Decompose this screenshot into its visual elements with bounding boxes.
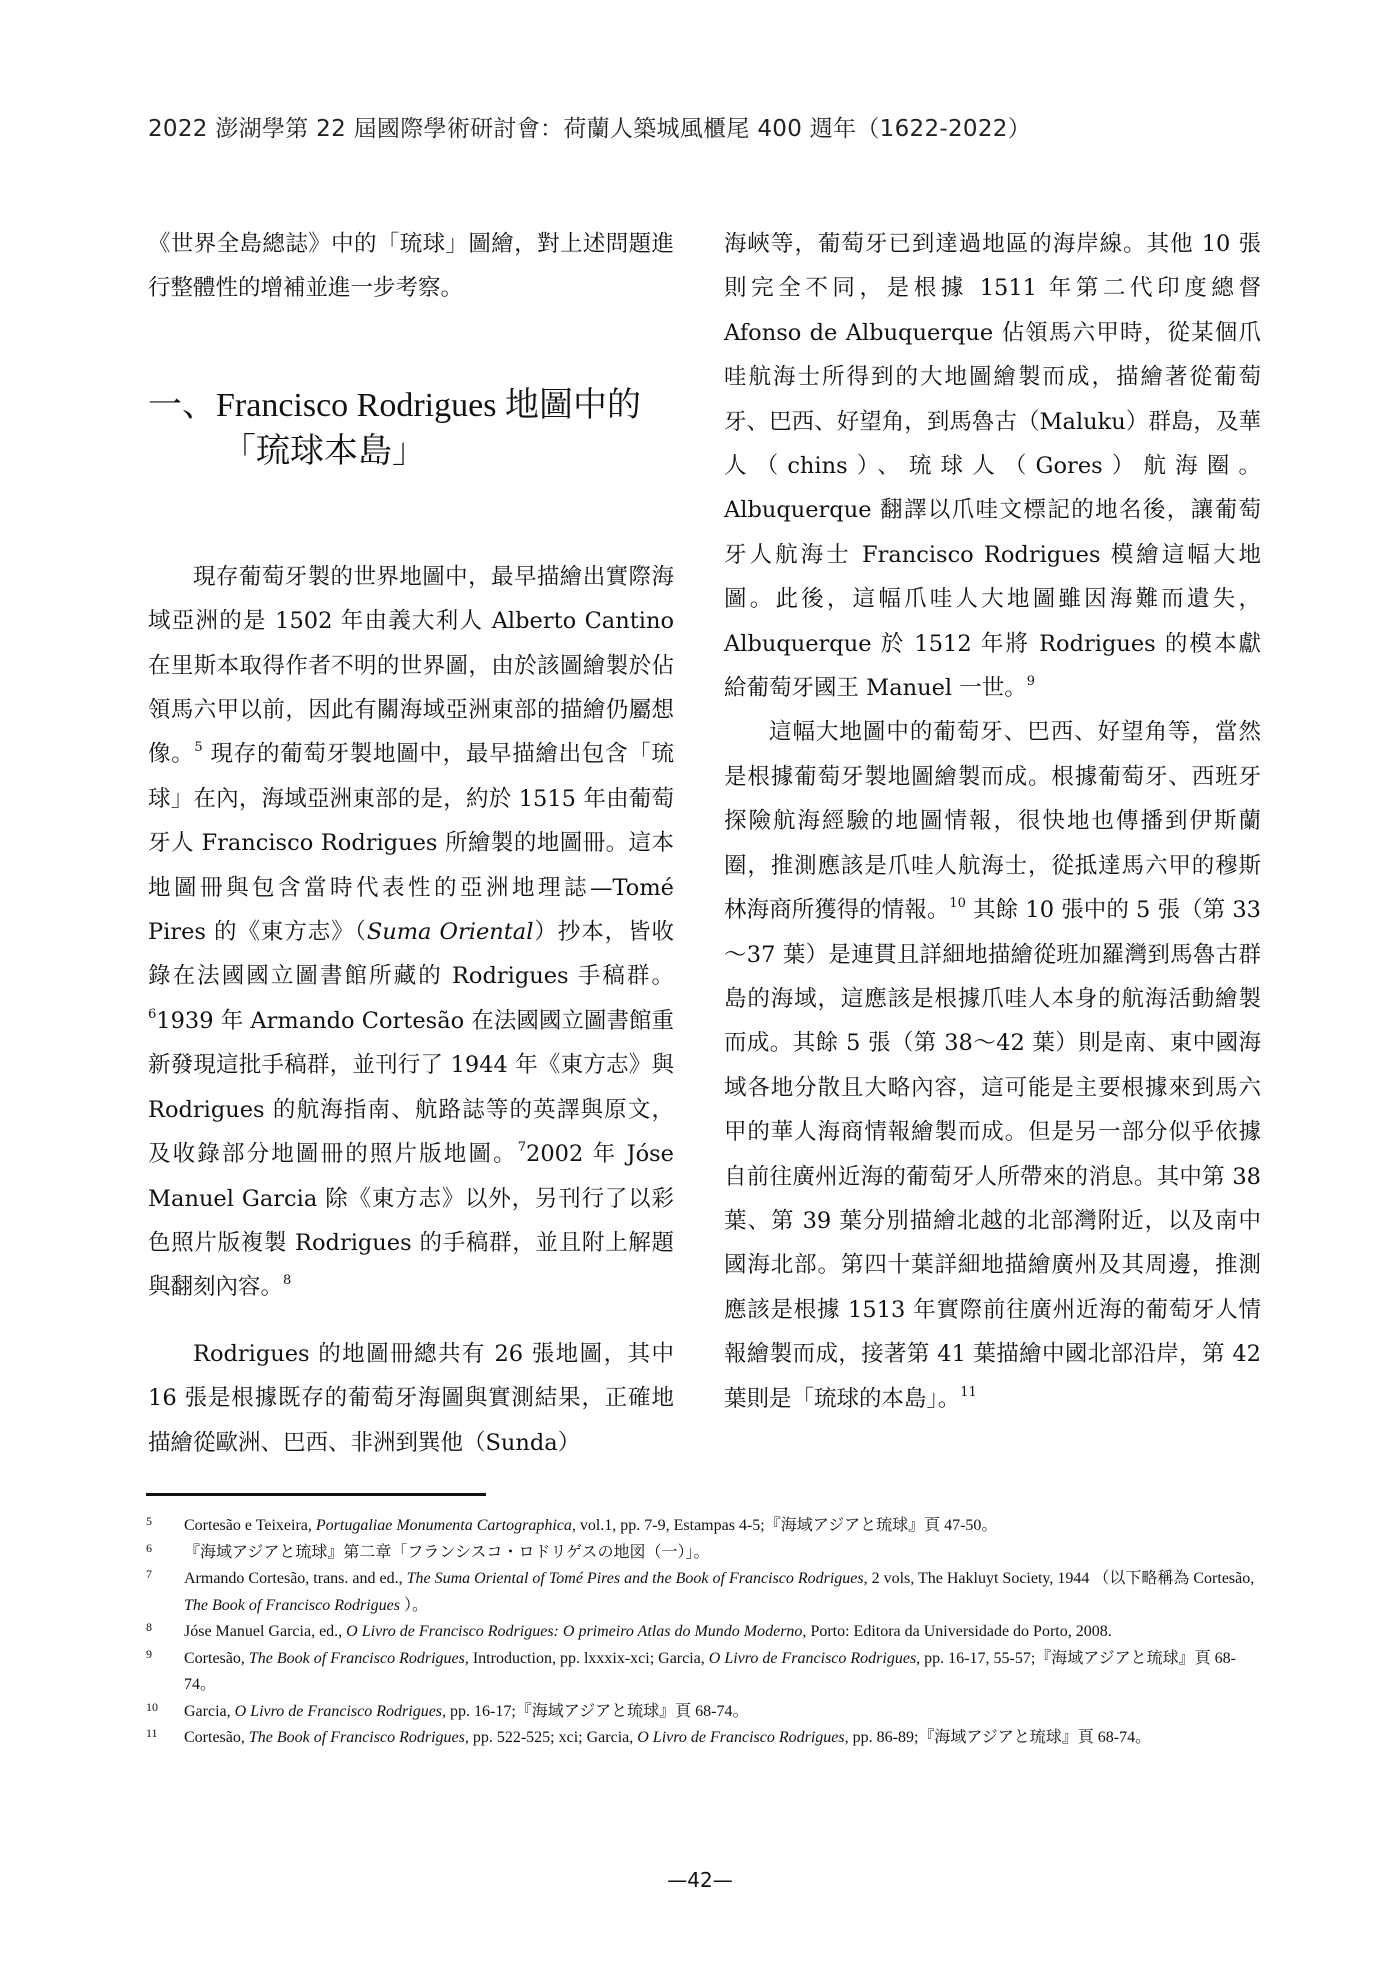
text-run: , pp. 16-17, 55-57;『海域アジアと琉球』頁 68-74。 [184,1649,1236,1693]
text-run: Armando Cortesão, trans. and ed., [184,1570,407,1587]
text-run: 海峽等，葡萄牙已到達過地區的海岸線。其他 10 張則完全不同，是根據 1511 年第二代印度總督 Afonso de Albuquerque 佔領馬六甲時，從某個爪哇航海士所得到的大地圖繪製而成，描繪著從葡萄牙、巴西、好望角，到馬魯古（Maluku）群島，及華人（chins）、琉球人（Gores）航海圈。Albuquerque 翻譯以爪哇文標記的地名後，讓葡萄牙人航海士 Francisco Rodrigues 模繪這幅大地圖。此後，這幅爪哇人大地圖雖因海難而遺失，Albuquerque 於 1512 年將 Rodrigues 的模本獻給葡萄牙國王 Manuel 一世。 [724,231,1261,702]
page-number: —42— [667,1868,733,1892]
footnote-number: 8 [146,1620,152,1634]
footnote-ref-11[interactable]: 11 [960,1384,977,1400]
footnote-10 [146,1699,1264,1726]
footnote-ref-5[interactable]: 5 [194,740,203,756]
footnote-separator [146,1493,486,1496]
footnote-number: 9 [146,1646,152,1661]
body-paragraph-3 [724,710,1261,1421]
italic-title: O Livro de Francisco Rodrigues [234,1702,443,1720]
body-paragraph-2: Rodrigues 的地圖冊總共有 26 張地圖，其中 16 張是根據既存的葡萄牙海圖與實測結果，正確地描繪從歐洲、巴西、非洲到巽他（Sunda） [148,1340,674,1456]
footnote-number: 6 [146,1540,152,1555]
text-run: 『海域アジアと琉球』第二章「フランシスコ・ロドリゲスの地図（一）」。 [184,1543,710,1561]
text-run: 現存葡萄牙製的世界地圖中，最早描繪出實際海域亞洲的是 1502 年由義大利人 Alberto Cantino 在里斯本取得作者不明的世界圖，由於該圖繪製於佔領馬六甲以前，因此有關海域亞洲東部的描繪仍屬想像。 [148,563,674,768]
section-heading [148,383,674,475]
text-run: , 2 vols, The Hakluyt Society, 1944 （以下略稱為 Cortesão, [863,1570,1255,1587]
text-run: ）抄本，皆收錄在法國國立圖書館所藏的 Rodrigues 手稿群。 [148,919,674,990]
intro-paragraph: 《世界全島總誌》中的「琉球」圖繪，對上述問題進行整體性的增補並進一步考察。 [148,231,674,302]
italic-title: The Book of Francisco Rodrigues, [248,1649,469,1667]
body-paragraph-2-continued [724,222,1261,710]
footnote-ref-6[interactable]: 6 [148,1006,157,1022]
footnote-8 [146,1619,1264,1646]
text-run: 這幅大地圖中的葡萄牙、巴西、好望角等，當然是根據葡萄牙製地圖繪製而成。根據葡萄牙、西班牙探險航海經驗的地圖情報，很快地也傳播到伊斯蘭圈，推測應該是爪哇人航海士，從抵達馬六甲的穆斯林海商所獲得的情報。 [724,719,1261,924]
text-run: vol.1, pp. 7-9, Estampas 4-5;『海域アジアと琉球』頁 47-50。 [575,1517,998,1534]
footnote-number: 11 [146,1726,158,1740]
text-run: Cortesão e Teixeira, [184,1517,316,1534]
text-run: , pp. 86-89;『海域アジアと琉球』頁 68-74。 [844,1729,1152,1746]
footnote-6 [146,1540,1264,1567]
italic-title: O Livro de Francisco Rodrigues: O primeiro Atlas do Mundo Moderno, [346,1623,807,1640]
text-run: Introduction, pp. lxxxix-xci; Garcia, [468,1649,709,1667]
text-run: 其餘 10 張中的 5 張（第 33～37 葉）是連貫且詳細地描繪從班加羅灣到馬魯古群島的海域，這應該是根據爪哇人本身的航海活動繪製而成。其餘 5 張（第 38～42 葉）則是南、東中國海域各地分散且大略內容，這可能是主要根據來到馬六甲的華人海商情報繪製而成。但是另一部分似乎依據自前往廣州近海的葡萄牙人所帶來的消息。其中第 38 葉、第 39 葉分別描繪北越的北部灣附近，以及南中國海北部。第四十葉詳細地描繪廣州及其周邊，推測應該是根據 1513 年實際前往廣州近海的葡萄牙人情報繪製而成，接著第 41 葉描繪中國北部沿岸，第 42 葉則是「琉球的本島」。 [724,897,1261,1412]
right-column [724,222,1261,1421]
footnote-ref-9[interactable]: 9 [1026,674,1036,690]
text-run: pp. 522-525; xci; Garcia, [468,1729,638,1746]
italic-title: The Book of Francisco Rodrigues, [248,1729,469,1746]
footnote-9 [146,1646,1264,1699]
footnote-ref-10[interactable]: 10 [949,896,966,912]
section-heading-line1: 一、Francisco Rodrigues 地圖中的 [148,386,641,424]
footnote-5 [146,1513,1264,1540]
footnote-number: 10 [146,1699,158,1714]
italic-title: O Livro de Francisco Rodrigues [708,1649,917,1667]
footnote-ref-8[interactable]: 8 [283,1273,292,1289]
body-paragraph-1 [148,555,674,1310]
text-run: 2002 年 Jóse Manuel Garcia 除《東方志》以外，另刊行了以彩色照片版複製 Rodrigues 的手稿群，並且附上解題與翻刻內容。 [148,1141,674,1301]
footnotes [146,1513,1264,1752]
text-run: Cortesão, [184,1649,249,1667]
footnote-number: 7 [146,1567,152,1581]
footnote-number: 5 [146,1514,152,1528]
italic-title: The Book of Francisco Rodrigues [184,1596,400,1614]
italic-title: O Livro de Francisco Rodrigues [637,1729,845,1746]
footnote-11 [146,1725,1264,1752]
italic-title: The Suma Oriental of Tomé Pires and the Book of Francisco Rodrigues [406,1570,864,1587]
italic-title: Portugaliae Monumenta Cartographica, [315,1517,576,1534]
text-run: ）。 [399,1596,428,1614]
text-run: , pp. 16-17;『海域アジアと琉球』頁 68-74。 [442,1702,749,1720]
text-run: Cortesão, [184,1729,249,1746]
footnote-ref-7[interactable]: 7 [517,1140,527,1156]
text-run: 現存的葡萄牙製地圖中，最早描繪出包含「琉球」在內，海域亞洲東部的是，約於 1515 年由葡萄牙人 Francisco Rodrigues 所繪製的地圖冊。這本地圖冊與包含當時代表性的亞洲地理誌—Tomé Pires 的《東方志》（ [148,741,674,946]
left-column [148,222,674,1465]
italic-title: Suma Oriental [366,919,534,946]
text-run: Porto: Editora da Universidade do Porto, 2008. [806,1623,1112,1640]
running-header: 2022 澎湖學第 22 屆國際學術研討會：荷蘭人築城風櫃尾 400 週年（1622-2022） [148,116,1032,142]
footnote-7 [146,1566,1264,1619]
text-run: Jóse Manuel Garcia, ed., [184,1623,347,1640]
section-heading-line2: 「琉球本島」 [222,432,426,470]
text-run: Garcia, [184,1702,235,1720]
text-run: 1939 年 Armando Cortesão 在法國國立圖書館重新發現這批手稿群，並刊行了 1944 年《東方志》與 Rodrigues 的航海指南、航路誌等的英譯與原文，及收錄部分地圖冊的照片版地圖。 [148,1007,674,1168]
